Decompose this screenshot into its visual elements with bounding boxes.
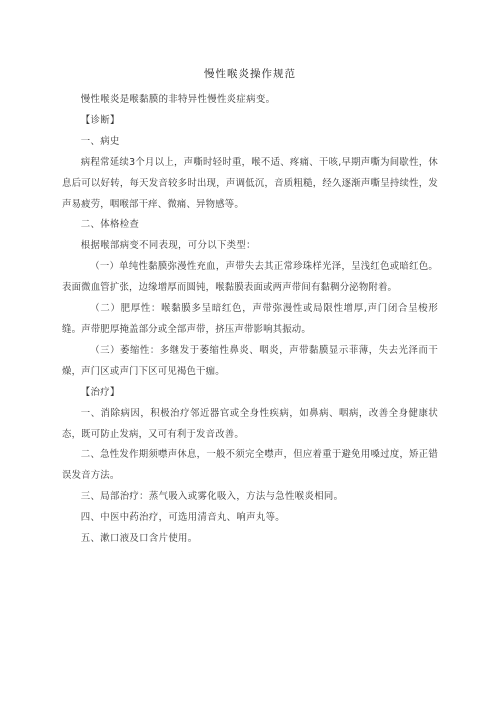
history-paragraph: 病程常延续3个月以上，声嘶时轻时重，喉不适、疼痛、干咳,早期声嘶为间歇性，休息后可以好转，每天发音较多时出现，声调低沉，音质粗糙，经久逐渐声嘶呈持续性，发声易疲劳，咽喉部干痒、微痛、异物感等。 xyxy=(62,156,438,210)
subheading-physical-exam: 二、体格检查 xyxy=(80,219,140,231)
treatment-item-1: 一、消除病因，积极治疗邻近器官或全身性疾病，如鼻病、咽病，改善全身健康状态，既可防止发病，又可有利于发音改善。 xyxy=(62,407,438,440)
intro-paragraph: 慢性喉炎是喉黏膜的非特异性慢性炎症病变。 xyxy=(80,94,276,105)
type-atrophic-paragraph: （三）萎缩性：多继发于萎缩性鼻炎、咽炎，声带黏膜显示菲薄，失去光泽而干燥，声门区或声门下区可见褐色干痂。 xyxy=(62,344,438,377)
section-heading-treatment: 【治疗】 xyxy=(80,386,120,398)
treatment-item-4: 四、中医中药治疗，可选用清音丸、响声丸等。 xyxy=(80,512,286,524)
document-title: 慢性喉炎操作规范 xyxy=(204,68,296,80)
treatment-item-2: 二、急性发作期须噤声休息，一般不须完全噤声，但应着重于避免用嗓过度，矫正错误发音方法。 xyxy=(62,449,438,482)
treatment-item-5: 五、漱口液及口含片使用。 xyxy=(80,533,198,545)
section-heading-diagnosis: 【诊断】 xyxy=(80,114,120,126)
exam-intro-paragraph: 根据喉部病变不同表现，可分以下类型： xyxy=(80,240,256,252)
type-hypertrophic-paragraph: （二）肥厚性：喉黏膜多呈暗红色，声带弥漫性或局限性增厚,声门闭合呈梭形缝。声带肥厚掩盖部分或全部声带，挤压声带影响其振动。 xyxy=(62,303,438,335)
type-simple-paragraph: （一）单纯性黏膜弥漫性充血，声带失去其正常珍珠样光泽，呈浅红色或暗红色。表面微血管扩张，边缘增厚而圆钝，喉黏膜表面或两声带间有黏稠分泌物附着。 xyxy=(62,261,438,294)
treatment-item-3: 三、局部治疗：蒸气吸入或雾化吸入，方法与急性喉炎相同。 xyxy=(80,491,344,503)
document-body xyxy=(62,90,438,550)
subheading-history: 一、病史 xyxy=(80,135,120,147)
